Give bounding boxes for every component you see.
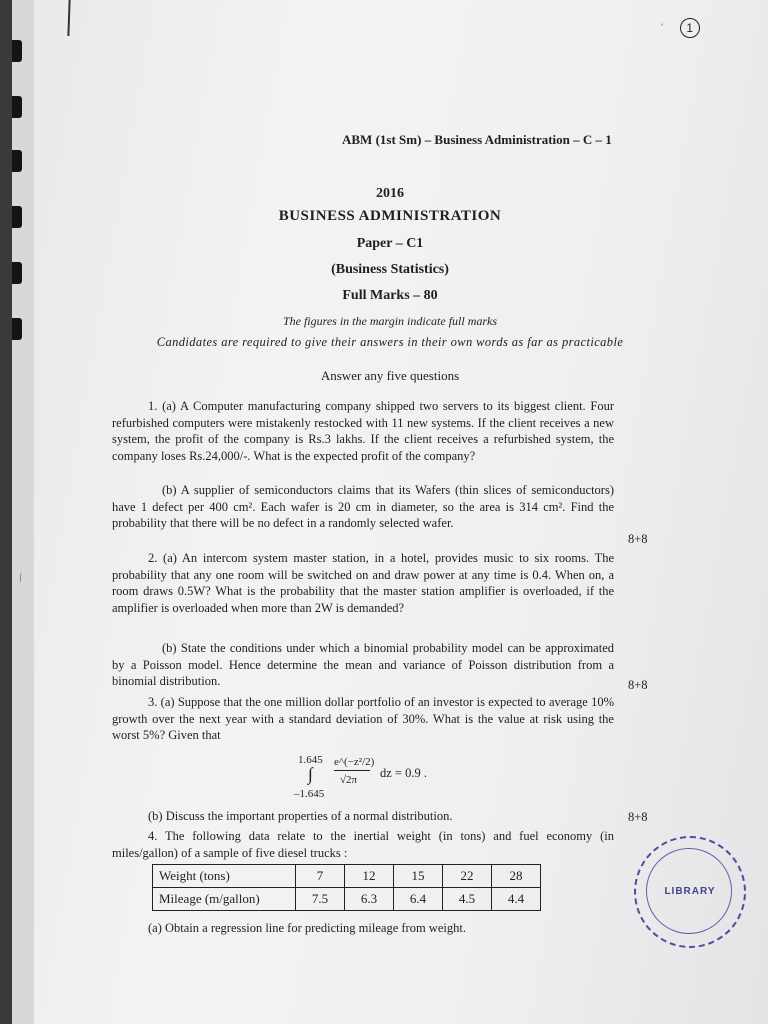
question-3b: (b) Discuss the important properties of a normal distribution. bbox=[148, 809, 453, 823]
table-row-label: Weight (tons) bbox=[153, 865, 296, 888]
page-number-circle: 1 bbox=[680, 18, 700, 38]
page-number-mark bbox=[660, 18, 700, 38]
formula-numerator: e^(−z²/2) bbox=[334, 756, 375, 768]
tick-mark-icon: ˈ bbox=[660, 21, 664, 35]
full-marks: Full Marks – 80 bbox=[342, 288, 438, 303]
integral-lower-limit: –1.645 bbox=[294, 788, 325, 800]
answer-instruction: Answer any five questions bbox=[320, 368, 460, 383]
table-cell: 6.4 bbox=[394, 888, 443, 911]
table-cell: 7.5 bbox=[296, 888, 345, 911]
spiral-binding-strip bbox=[12, 0, 34, 1024]
integral-sign-icon: ∫ bbox=[308, 764, 313, 784]
table-cell: 28 bbox=[492, 865, 541, 888]
binding-hole bbox=[12, 40, 22, 62]
table-row bbox=[153, 865, 541, 888]
exam-year: 2016 bbox=[376, 186, 404, 201]
exam-title: BUSINESS ADMINISTRATION bbox=[278, 208, 502, 224]
binding-hole bbox=[12, 96, 22, 118]
question-2b: (b) State the conditions under which a binomial probability model can be approximated by a Poisson model. Hence determine the mean and variance of Poisson distribution from a binomial distribution. bbox=[112, 641, 614, 688]
binding-hole bbox=[12, 150, 22, 172]
table-cell: 6.3 bbox=[345, 888, 394, 911]
integral-formula bbox=[294, 752, 494, 802]
table-cell: 15 bbox=[394, 865, 443, 888]
question-2-marks: 8+8 bbox=[628, 678, 648, 692]
library-stamp bbox=[634, 836, 746, 948]
paper-number: Paper – C1 bbox=[356, 236, 424, 251]
integral-upper-limit: 1.645 bbox=[298, 754, 323, 766]
table-cell: 22 bbox=[443, 865, 492, 888]
formula-denominator: √2π bbox=[340, 774, 358, 786]
question-4: 4. The following data relate to the inertial weight (in tons) and fuel economy (in miles/gallon) of a sample of five diesel trucks : bbox=[112, 829, 614, 860]
own-words-note: Candidates are required to give their answers in their own words as far as practicable bbox=[156, 335, 624, 349]
fold-line bbox=[67, 0, 70, 36]
question-3-marks: 8+8 bbox=[628, 810, 648, 824]
table-cell: 4.4 bbox=[492, 888, 541, 911]
table-cell: 4.5 bbox=[443, 888, 492, 911]
margin-note: The figures in the margin indicate full marks bbox=[282, 314, 498, 328]
truck-data-table bbox=[152, 864, 541, 911]
question-2a: 2. (a) An intercom system master station, in a hotel, provides music to six rooms. The probability that any one room will be switched on and draw power at any time is 0.4. When on, a room draws 0.5W? What is the probability that the master station amplifier is overloaded, if the amplifier is overloaded when more than 2W is demanded? bbox=[112, 551, 614, 615]
table-cell: 7 bbox=[296, 865, 345, 888]
exam-paper-page bbox=[12, 0, 768, 1024]
table-row-label: Mileage (m/gallon) bbox=[153, 888, 296, 911]
stamp-label: LIBRARY bbox=[664, 886, 716, 897]
question-1b: (b) A supplier of semiconductors claims that its Wafers (thin slices of semiconductors) have 1 defect per 400 cm². Each wafer is 20 cm in diameter, so the area is 314 cm². Find the probability that there will be no defect in a randomly selected wafer. bbox=[112, 483, 614, 530]
formula-rhs: dz = 0.9 . bbox=[380, 766, 427, 780]
question-1-marks: 8+8 bbox=[628, 532, 648, 546]
paper-subject: (Business Statistics) bbox=[331, 262, 449, 277]
table-cell: 12 bbox=[345, 865, 394, 888]
question-1a: 1. (a) A Computer manufacturing company shipped two servers to its biggest client. Four refurbished computers were mistakenly restocked with 11 new systems. If the client receives a new system, the profit of the company is Rs.3 lakhs. If the client receives a refurbished system, the company loses Rs.24,000/-. What is the expected profit of the company? bbox=[112, 399, 614, 463]
question-4a: (a) Obtain a regression line for predicting mileage from weight. bbox=[148, 921, 466, 935]
paper-code: ABM (1st Sm) – Business Administration – C – 1 bbox=[342, 132, 612, 147]
pencil-mark: ⁄ bbox=[17, 572, 25, 584]
question-3a: 3. (a) Suppose that the one million dollar portfolio of an investor is expected to average 10% growth over the next year with a standard deviation of 30%. What is the value at risk using the worst 5%? Given that bbox=[112, 695, 614, 742]
table-row bbox=[153, 888, 541, 911]
